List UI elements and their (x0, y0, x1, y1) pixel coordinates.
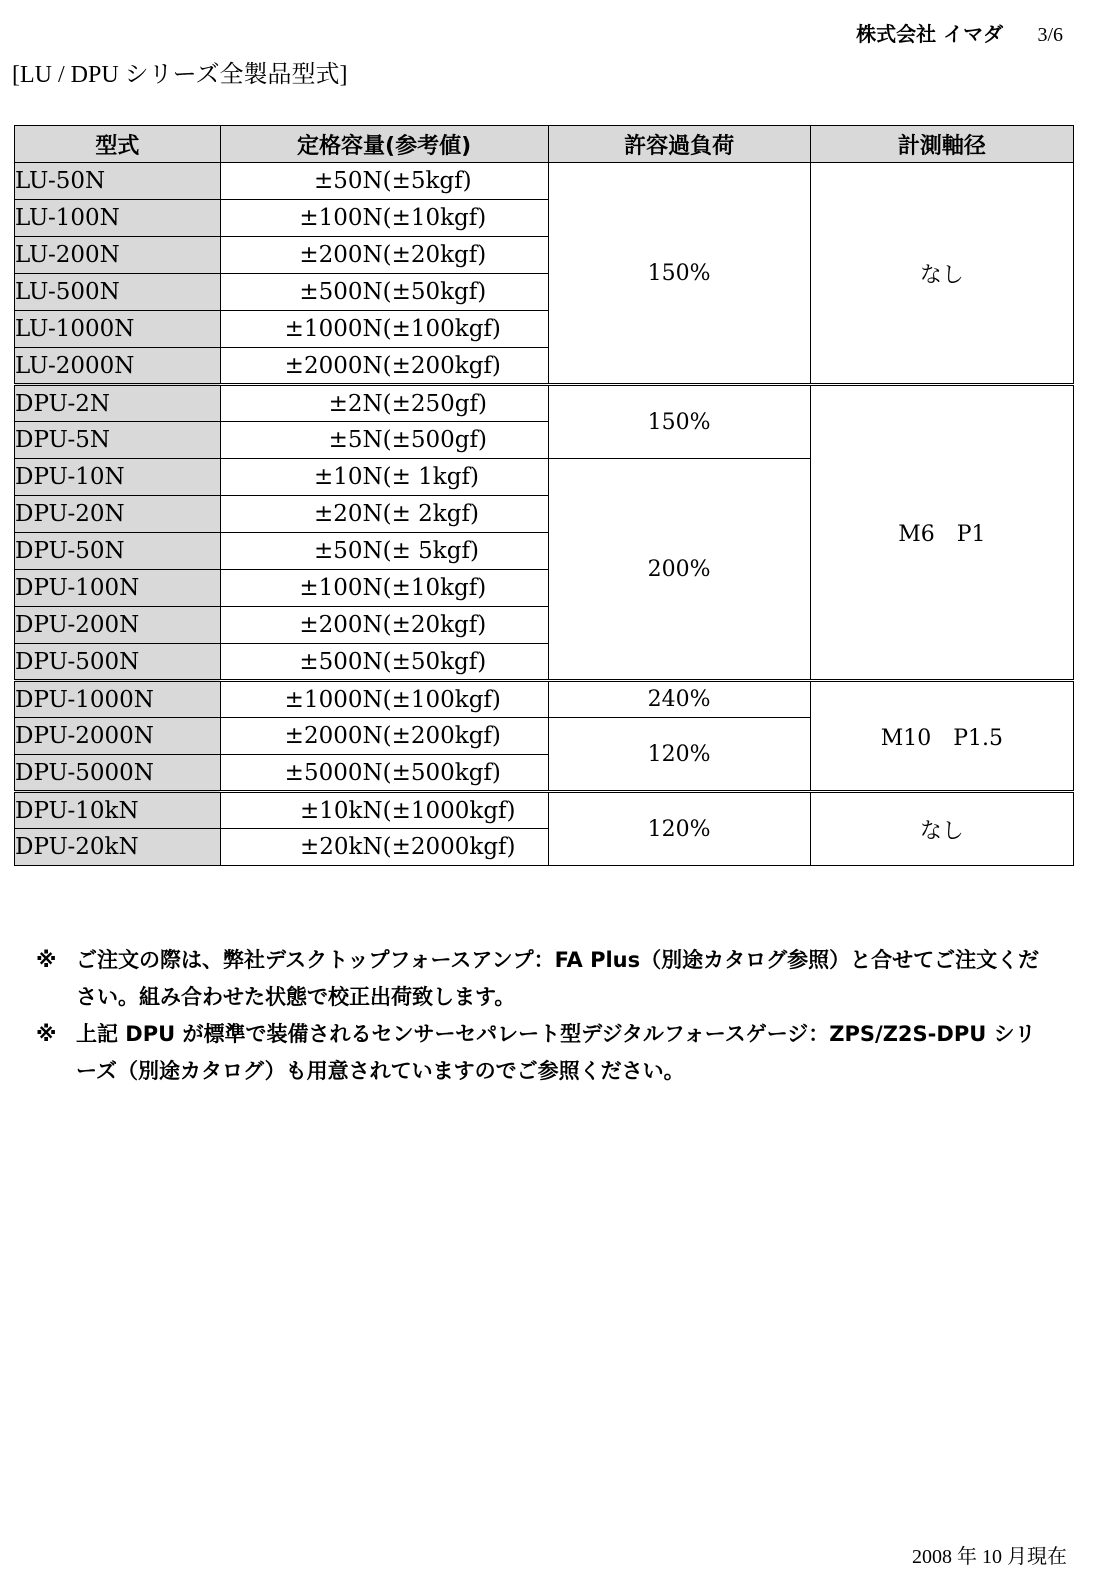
table-row (15, 163, 1074, 200)
capacity-kgf-cell: (±50kgf) (383, 644, 548, 681)
model-cell: DPU-50N (15, 533, 221, 570)
capacity-kgf-cell: (±10kgf) (383, 570, 548, 607)
title-series-text: シリーズ全製品型式 (124, 60, 340, 88)
capacity-kgf-cell: (± 5kgf) (383, 533, 548, 570)
title-close-bracket: ] (339, 62, 348, 88)
capacity-n-cell: ±1000N (220, 311, 382, 348)
model-cell: DPU-5000N (15, 755, 221, 792)
notes-section (36, 942, 1046, 1090)
overload-cell-lu: 150% (548, 163, 810, 385)
capacity-kgf-cell: (±2000kgf) (383, 829, 548, 866)
capacity-n-cell: ±1000N (220, 681, 382, 718)
capacity-n-cell: ±5N (220, 422, 382, 459)
model-cell: LU-100N (15, 200, 221, 237)
model-cell: DPU-2000N (15, 718, 221, 755)
overload-cell-dpu-1000: 240% (548, 681, 810, 718)
capacity-kgf-cell: (±250gf) (383, 385, 548, 422)
capacity-kgf-cell: (±200kgf) (383, 718, 548, 755)
capacity-n-cell: ±50N (220, 163, 382, 200)
capacity-kgf-cell: (±10kgf) (383, 200, 548, 237)
capacity-kgf-cell: (±20kgf) (383, 607, 548, 644)
overload-cell-dpu-large: 120% (548, 718, 810, 792)
capacity-n-cell: ±20N (220, 496, 382, 533)
model-cell: LU-1000N (15, 311, 221, 348)
footer-date: 2008 年 10 月現在 (912, 1546, 1067, 1568)
shaft-cell-dpu-mid: M6 P1 (810, 385, 1073, 681)
note-mark: ※ (36, 1022, 57, 1046)
model-cell: DPU-20N (15, 496, 221, 533)
model-cell: DPU-1000N (15, 681, 221, 718)
page-number: 3/6 (1037, 24, 1063, 46)
header-overload: 許容過負荷 (548, 126, 810, 163)
overload-cell-dpu-kn: 120% (548, 792, 810, 866)
capacity-n-cell: ±10kN (220, 792, 382, 829)
capacity-kgf-cell: (±5kgf) (383, 163, 548, 200)
shaft-cell-dpu-large: M10 P1.5 (810, 681, 1073, 792)
capacity-n-cell: ±2N (220, 385, 382, 422)
capacity-n-cell: ±500N (220, 274, 382, 311)
overload-cell-dpu-small: 150% (548, 385, 810, 459)
capacity-n-cell: ±5000N (220, 755, 382, 792)
shaft-cell-lu: なし (810, 163, 1073, 385)
model-cell: DPU-100N (15, 570, 221, 607)
note-item (36, 1016, 1046, 1090)
model-cell: DPU-500N (15, 644, 221, 681)
capacity-n-cell: ±2000N (220, 718, 382, 755)
overload-cell-dpu-mid: 200% (548, 459, 810, 681)
note-mark: ※ (36, 948, 57, 972)
capacity-kgf-cell: (±500gf) (383, 422, 548, 459)
header-shaft: 計測軸径 (810, 126, 1073, 163)
capacity-kgf-cell: (±100kgf) (383, 681, 548, 718)
capacity-n-cell: ±200N (220, 237, 382, 274)
title-series-prefix: LU / DPU (20, 62, 125, 88)
header-model: 型式 (15, 126, 221, 163)
capacity-n-cell: ±50N (220, 533, 382, 570)
capacity-kgf-cell: (±500kgf) (383, 755, 548, 792)
model-cell: DPU-10N (15, 459, 221, 496)
note-text: 上記 DPU が標準で装備されるセンサーセパレート型デジタルフォースゲージ：ZPS/Z2S-DPU シリーズ（別途カタログ）も用意されていますのでご参照ください。 (76, 1022, 1036, 1083)
capacity-kgf-cell: (±20kgf) (383, 237, 548, 274)
section-title (12, 54, 347, 89)
capacity-n-cell: ±500N (220, 644, 382, 681)
capacity-n-cell: ±20kN (220, 829, 382, 866)
product-model-table (14, 125, 1074, 866)
capacity-kgf-cell: (± 1kgf) (383, 459, 548, 496)
capacity-n-cell: ±200N (220, 607, 382, 644)
model-cell: DPU-200N (15, 607, 221, 644)
note-item (36, 942, 1046, 1016)
capacity-kgf-cell: (±50kgf) (383, 274, 548, 311)
table-row (15, 792, 1074, 829)
capacity-kgf-cell: (±1000kgf) (383, 792, 548, 829)
model-cell: LU-2000N (15, 348, 221, 385)
table-header-row (15, 126, 1074, 163)
table-row (15, 681, 1074, 718)
title-open-bracket: [ (12, 62, 20, 88)
table-row (15, 385, 1074, 422)
capacity-kgf-cell: (±100kgf) (383, 311, 548, 348)
capacity-kgf-cell: (±200kgf) (383, 348, 548, 385)
shaft-cell-dpu-kn: なし (810, 792, 1073, 866)
capacity-n-cell: ±2000N (220, 348, 382, 385)
note-text: ご注文の際は、弊社デスクトップフォースアンプ：FA Plus（別途カタログ参照）と合せてご注文ください。組み合わせた状態で校正出荷致します。 (76, 948, 1040, 1009)
capacity-kgf-cell: (± 2kgf) (383, 496, 548, 533)
model-cell: DPU-10kN (15, 792, 221, 829)
model-cell: LU-500N (15, 274, 221, 311)
page-header (856, 18, 1063, 47)
company-name: 株式会社 イマダ (856, 22, 1004, 46)
model-cell: DPU-20kN (15, 829, 221, 866)
capacity-n-cell: ±100N (220, 200, 382, 237)
model-cell: LU-200N (15, 237, 221, 274)
header-rated-capacity: 定格容量(参考値) (220, 126, 548, 163)
model-cell: DPU-5N (15, 422, 221, 459)
capacity-n-cell: ±10N (220, 459, 382, 496)
model-cell: DPU-2N (15, 385, 221, 422)
capacity-n-cell: ±100N (220, 570, 382, 607)
model-cell: LU-50N (15, 163, 221, 200)
